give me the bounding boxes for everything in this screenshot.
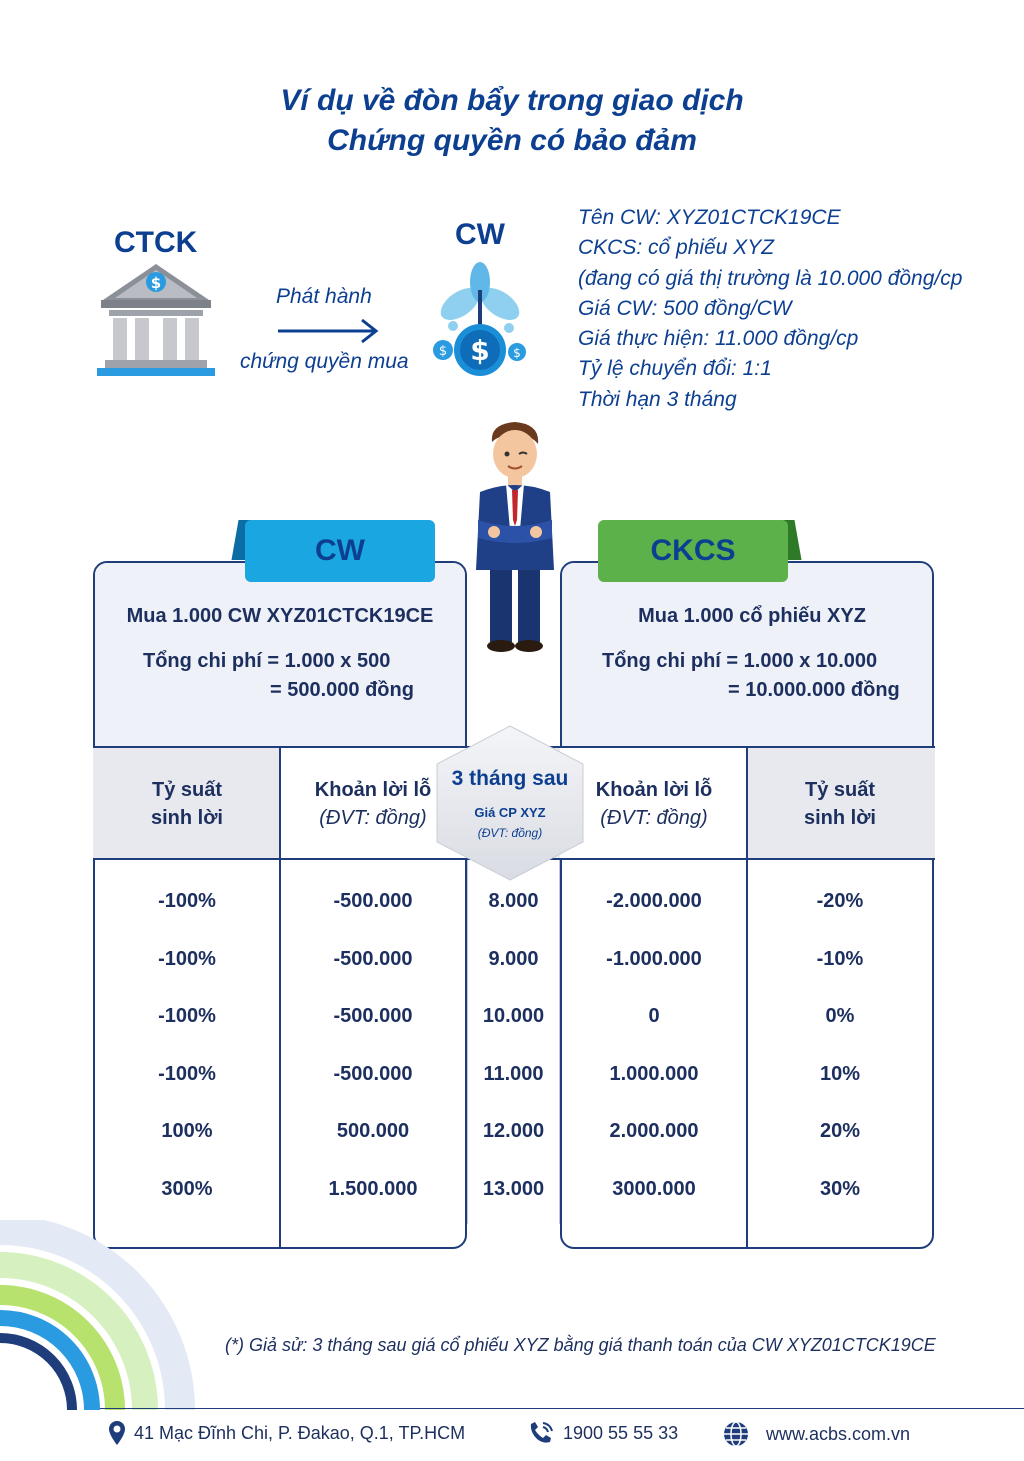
businessman-illustration bbox=[470, 420, 560, 655]
table-cell-ck-return: 10% bbox=[819, 1062, 861, 1085]
header-ck-pnl: Khoản lời lỗ (ĐVT: đồng) bbox=[595, 779, 713, 829]
header-mid-title: 3 tháng sau bbox=[451, 767, 569, 790]
bank-icon bbox=[95, 262, 217, 380]
svg-text:$: $ bbox=[438, 344, 448, 359]
table-cell-cw-return: 300% bbox=[161, 1178, 213, 1200]
cw-info-list bbox=[578, 203, 962, 415]
table-cell-price: 13.000 bbox=[482, 1178, 545, 1200]
info-line: Giá CW: 500 đồng/CW bbox=[578, 296, 792, 320]
table-cell-ck-return: 30% bbox=[819, 1178, 861, 1200]
table-cell-ck-return: -20% bbox=[816, 890, 864, 912]
globe-icon bbox=[722, 1420, 750, 1448]
table-cell-cw-pnl: -500.000 bbox=[333, 890, 413, 912]
issuer-label: CTCK bbox=[114, 226, 198, 259]
table-cell-ck-pnl: 0 bbox=[648, 1005, 660, 1028]
info-line: Thời hạn 3 tháng bbox=[578, 387, 737, 411]
table-cell-ck-return: 0% bbox=[825, 1005, 855, 1028]
info-line: CKCS: cổ phiếu XYZ bbox=[578, 236, 775, 260]
footer-phone: 1900 55 55 33 bbox=[527, 1420, 678, 1446]
table-cell-cw-return: -100% bbox=[158, 890, 216, 912]
ckcs-cost-line1: Tổng chi phí = 1.000 x 10.000 bbox=[602, 650, 878, 672]
page-title-line1: Ví dụ về đòn bẩy trong giao dịch bbox=[280, 84, 744, 117]
info-line: (đang có giá thị trường là 10.000 đồng/cp bbox=[578, 266, 963, 290]
tab-ckcs: CKCS bbox=[598, 520, 788, 582]
table-cell-cw-return: -100% bbox=[158, 1005, 216, 1028]
table-cell-price: 9.000 bbox=[488, 947, 539, 970]
table-cell-cw-return: -100% bbox=[158, 947, 216, 970]
table-cell-cw-return: 100% bbox=[161, 1120, 213, 1143]
table-cell-ck-pnl: 1.000.000 bbox=[609, 1062, 699, 1085]
arrow-top-label: Phát hành bbox=[276, 285, 372, 308]
svg-text:$: $ bbox=[470, 334, 490, 367]
cw-cost-line2: = 500.000 đồng bbox=[270, 679, 414, 701]
header-ck-return: Tỷ suất sinh lời bbox=[803, 779, 876, 829]
table-cell-ck-return: 20% bbox=[819, 1120, 861, 1143]
ckcs-buy-text: Mua 1.000 cổ phiếu XYZ bbox=[638, 605, 866, 627]
table-cell-cw-pnl: -500.000 bbox=[333, 1062, 413, 1085]
price-column bbox=[467, 860, 560, 1224]
header-mid-sub: Giá CP XYZ bbox=[474, 805, 546, 820]
table-cell-cw-return: -100% bbox=[158, 1062, 216, 1085]
info-line: Tỷ lệ chuyển đổi: 1:1 bbox=[578, 357, 772, 381]
table-cell-price: 12.000 bbox=[482, 1120, 545, 1143]
info-line: Tên CW: XYZ01CTCK19CE bbox=[578, 206, 841, 229]
tab-cw: CW bbox=[245, 520, 435, 582]
table-cell-ck-pnl: 3000.000 bbox=[612, 1178, 696, 1200]
table-cell-price: 8.000 bbox=[488, 890, 539, 912]
table-cell-cw-pnl: -500.000 bbox=[333, 947, 413, 970]
money-plant-icon bbox=[425, 260, 535, 380]
header-cw-pnl: Khoản lời lỗ (ĐVT: đồng) bbox=[314, 779, 432, 829]
table-cell-cw-pnl: 1.500.000 bbox=[328, 1178, 418, 1200]
svg-text:$: $ bbox=[150, 274, 162, 292]
cw-cost-line1: Tổng chi phí = 1.000 x 500 bbox=[143, 650, 391, 672]
footer-address: 41 Mạc Đĩnh Chi, P. Đakao, Q.1, TP.HCM bbox=[108, 1420, 465, 1446]
page-title-line2: Chứng quyền có bảo đảm bbox=[327, 124, 697, 157]
svg-text:$: $ bbox=[513, 346, 521, 360]
table-cell-cw-pnl: 500.000 bbox=[336, 1120, 410, 1143]
ckcs-cost-line2: = 10.000.000 đồng bbox=[728, 679, 900, 701]
product-label: CW bbox=[455, 218, 505, 251]
cw-buy-text: Mua 1.000 CW XYZ01CTCK19CE bbox=[126, 605, 434, 627]
decorative-swirl bbox=[0, 1220, 200, 1410]
table-cell-ck-pnl: 2.000.000 bbox=[609, 1120, 699, 1143]
header-cw-return: Tỷ suất sinh lời bbox=[150, 779, 223, 829]
arrow-bottom-label: chứng quyền mua bbox=[240, 350, 409, 373]
phone-icon bbox=[527, 1420, 555, 1446]
info-line: Giá thực hiện: 11.000 đồng/cp bbox=[578, 327, 859, 351]
table-cell-ck-pnl: -2.000.000 bbox=[606, 890, 702, 912]
table-cell-price: 10.000 bbox=[482, 1005, 545, 1028]
header-mid-unit: (ĐVT: đồng) bbox=[477, 826, 543, 840]
hexagon-badge bbox=[433, 722, 587, 884]
table-cell-ck-return: -10% bbox=[816, 947, 864, 970]
table-cell-cw-pnl: -500.000 bbox=[333, 1005, 413, 1028]
arrow-right-icon bbox=[278, 318, 382, 344]
footer-website[interactable]: www.acbs.com.vn bbox=[722, 1420, 910, 1448]
table-cell-price: 11.000 bbox=[483, 1062, 544, 1085]
location-pin-icon bbox=[108, 1420, 126, 1446]
table-cell-ck-pnl: -1.000.000 bbox=[606, 947, 702, 970]
footnote: (*) Giả sử: 3 tháng sau giá cổ phiếu XYZ bằng giá thanh toán của CW XYZ01CTCK19CE bbox=[225, 1335, 936, 1355]
